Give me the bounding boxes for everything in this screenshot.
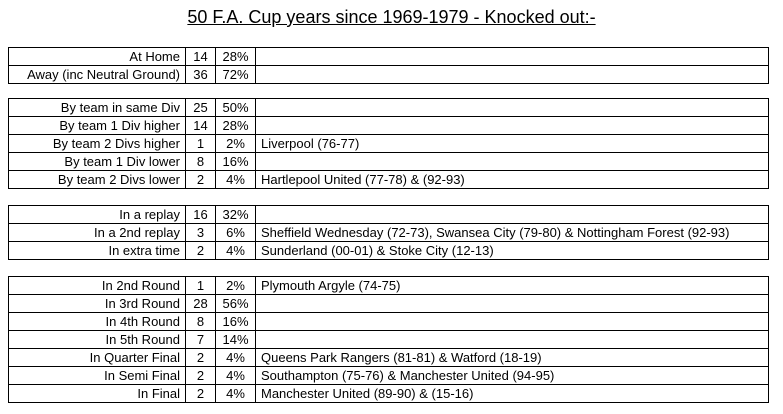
row-count: 28 xyxy=(186,295,216,313)
row-percent: 4% xyxy=(216,385,256,403)
table-row xyxy=(9,206,769,224)
row-label: By team 2 Divs lower xyxy=(9,171,186,189)
row-label: Away (inc Neutral Ground) xyxy=(9,66,186,84)
row-notes xyxy=(256,117,769,135)
knocked-out-match-type-table xyxy=(8,205,769,260)
row-notes: Sunderland (00-01) & Stoke City (12-13) xyxy=(256,242,769,260)
row-percent: 14% xyxy=(216,331,256,349)
row-percent: 32% xyxy=(216,206,256,224)
knocked-out-by-round-table xyxy=(8,276,769,403)
row-percent: 4% xyxy=(216,367,256,385)
row-label: In 4th Round xyxy=(9,313,186,331)
row-count: 2 xyxy=(186,367,216,385)
row-label: By team in same Div xyxy=(9,99,186,117)
row-percent: 28% xyxy=(216,48,256,66)
table-row xyxy=(9,117,769,135)
table-row xyxy=(9,295,769,313)
row-notes: Manchester United (89-90) & (15-16) xyxy=(256,385,769,403)
row-notes: Plymouth Argyle (74-75) xyxy=(256,277,769,295)
row-notes xyxy=(256,206,769,224)
row-label: By team 1 Div lower xyxy=(9,153,186,171)
row-label: In 5th Round xyxy=(9,331,186,349)
row-count: 25 xyxy=(186,99,216,117)
row-notes xyxy=(256,295,769,313)
row-label: In 2nd Round xyxy=(9,277,186,295)
row-percent: 16% xyxy=(216,153,256,171)
row-notes xyxy=(256,153,769,171)
table-row xyxy=(9,277,769,295)
tables-container xyxy=(0,47,783,403)
row-count: 16 xyxy=(186,206,216,224)
table-row xyxy=(9,224,769,242)
row-count: 7 xyxy=(186,331,216,349)
row-notes: Hartlepool United (77-78) & (92-93) xyxy=(256,171,769,189)
row-count: 36 xyxy=(186,66,216,84)
row-percent: 2% xyxy=(216,135,256,153)
row-percent: 28% xyxy=(216,117,256,135)
row-count: 2 xyxy=(186,242,216,260)
page-title: 50 F.A. Cup years since 1969-1979 - Knocked out:- xyxy=(187,7,596,27)
row-count: 8 xyxy=(186,153,216,171)
table-row xyxy=(9,313,769,331)
row-count: 3 xyxy=(186,224,216,242)
row-label: In 3rd Round xyxy=(9,295,186,313)
table-row xyxy=(9,135,769,153)
row-percent: 4% xyxy=(216,242,256,260)
row-percent: 4% xyxy=(216,171,256,189)
row-label: In a 2nd replay xyxy=(9,224,186,242)
table-row xyxy=(9,66,769,84)
table-row xyxy=(9,385,769,403)
table-row xyxy=(9,99,769,117)
row-count: 14 xyxy=(186,117,216,135)
row-count: 2 xyxy=(186,171,216,189)
row-notes: Southampton (75-76) & Manchester United (94-95) xyxy=(256,367,769,385)
row-notes xyxy=(256,313,769,331)
table-row xyxy=(9,153,769,171)
row-count: 8 xyxy=(186,313,216,331)
row-notes xyxy=(256,66,769,84)
row-label: In Final xyxy=(9,385,186,403)
knocked-out-venue-table xyxy=(8,47,769,84)
row-count: 2 xyxy=(186,349,216,367)
row-notes: Queens Park Rangers (81-81) & Watford (18-19) xyxy=(256,349,769,367)
table-row xyxy=(9,48,769,66)
row-notes xyxy=(256,331,769,349)
row-count: 14 xyxy=(186,48,216,66)
row-notes: Liverpool (76-77) xyxy=(256,135,769,153)
row-label: In Semi Final xyxy=(9,367,186,385)
row-percent: 4% xyxy=(216,349,256,367)
knocked-out-by-division-table xyxy=(8,98,769,189)
row-label: By team 2 Divs higher xyxy=(9,135,186,153)
row-percent: 16% xyxy=(216,313,256,331)
table-row xyxy=(9,242,769,260)
row-label: In extra time xyxy=(9,242,186,260)
row-percent: 50% xyxy=(216,99,256,117)
row-percent: 56% xyxy=(216,295,256,313)
row-notes xyxy=(256,48,769,66)
table-row xyxy=(9,367,769,385)
row-label: At Home xyxy=(9,48,186,66)
row-count: 1 xyxy=(186,277,216,295)
row-percent: 72% xyxy=(216,66,256,84)
row-percent: 6% xyxy=(216,224,256,242)
row-label: In a replay xyxy=(9,206,186,224)
row-notes xyxy=(256,99,769,117)
row-count: 2 xyxy=(186,385,216,403)
table-row xyxy=(9,331,769,349)
table-row xyxy=(9,171,769,189)
row-label: By team 1 Div higher xyxy=(9,117,186,135)
row-label: In Quarter Final xyxy=(9,349,186,367)
row-count: 1 xyxy=(186,135,216,153)
row-percent: 2% xyxy=(216,277,256,295)
table-row xyxy=(9,349,769,367)
row-notes: Sheffield Wednesday (72-73), Swansea City (79-80) & Nottingham Forest (92-93) xyxy=(256,224,769,242)
